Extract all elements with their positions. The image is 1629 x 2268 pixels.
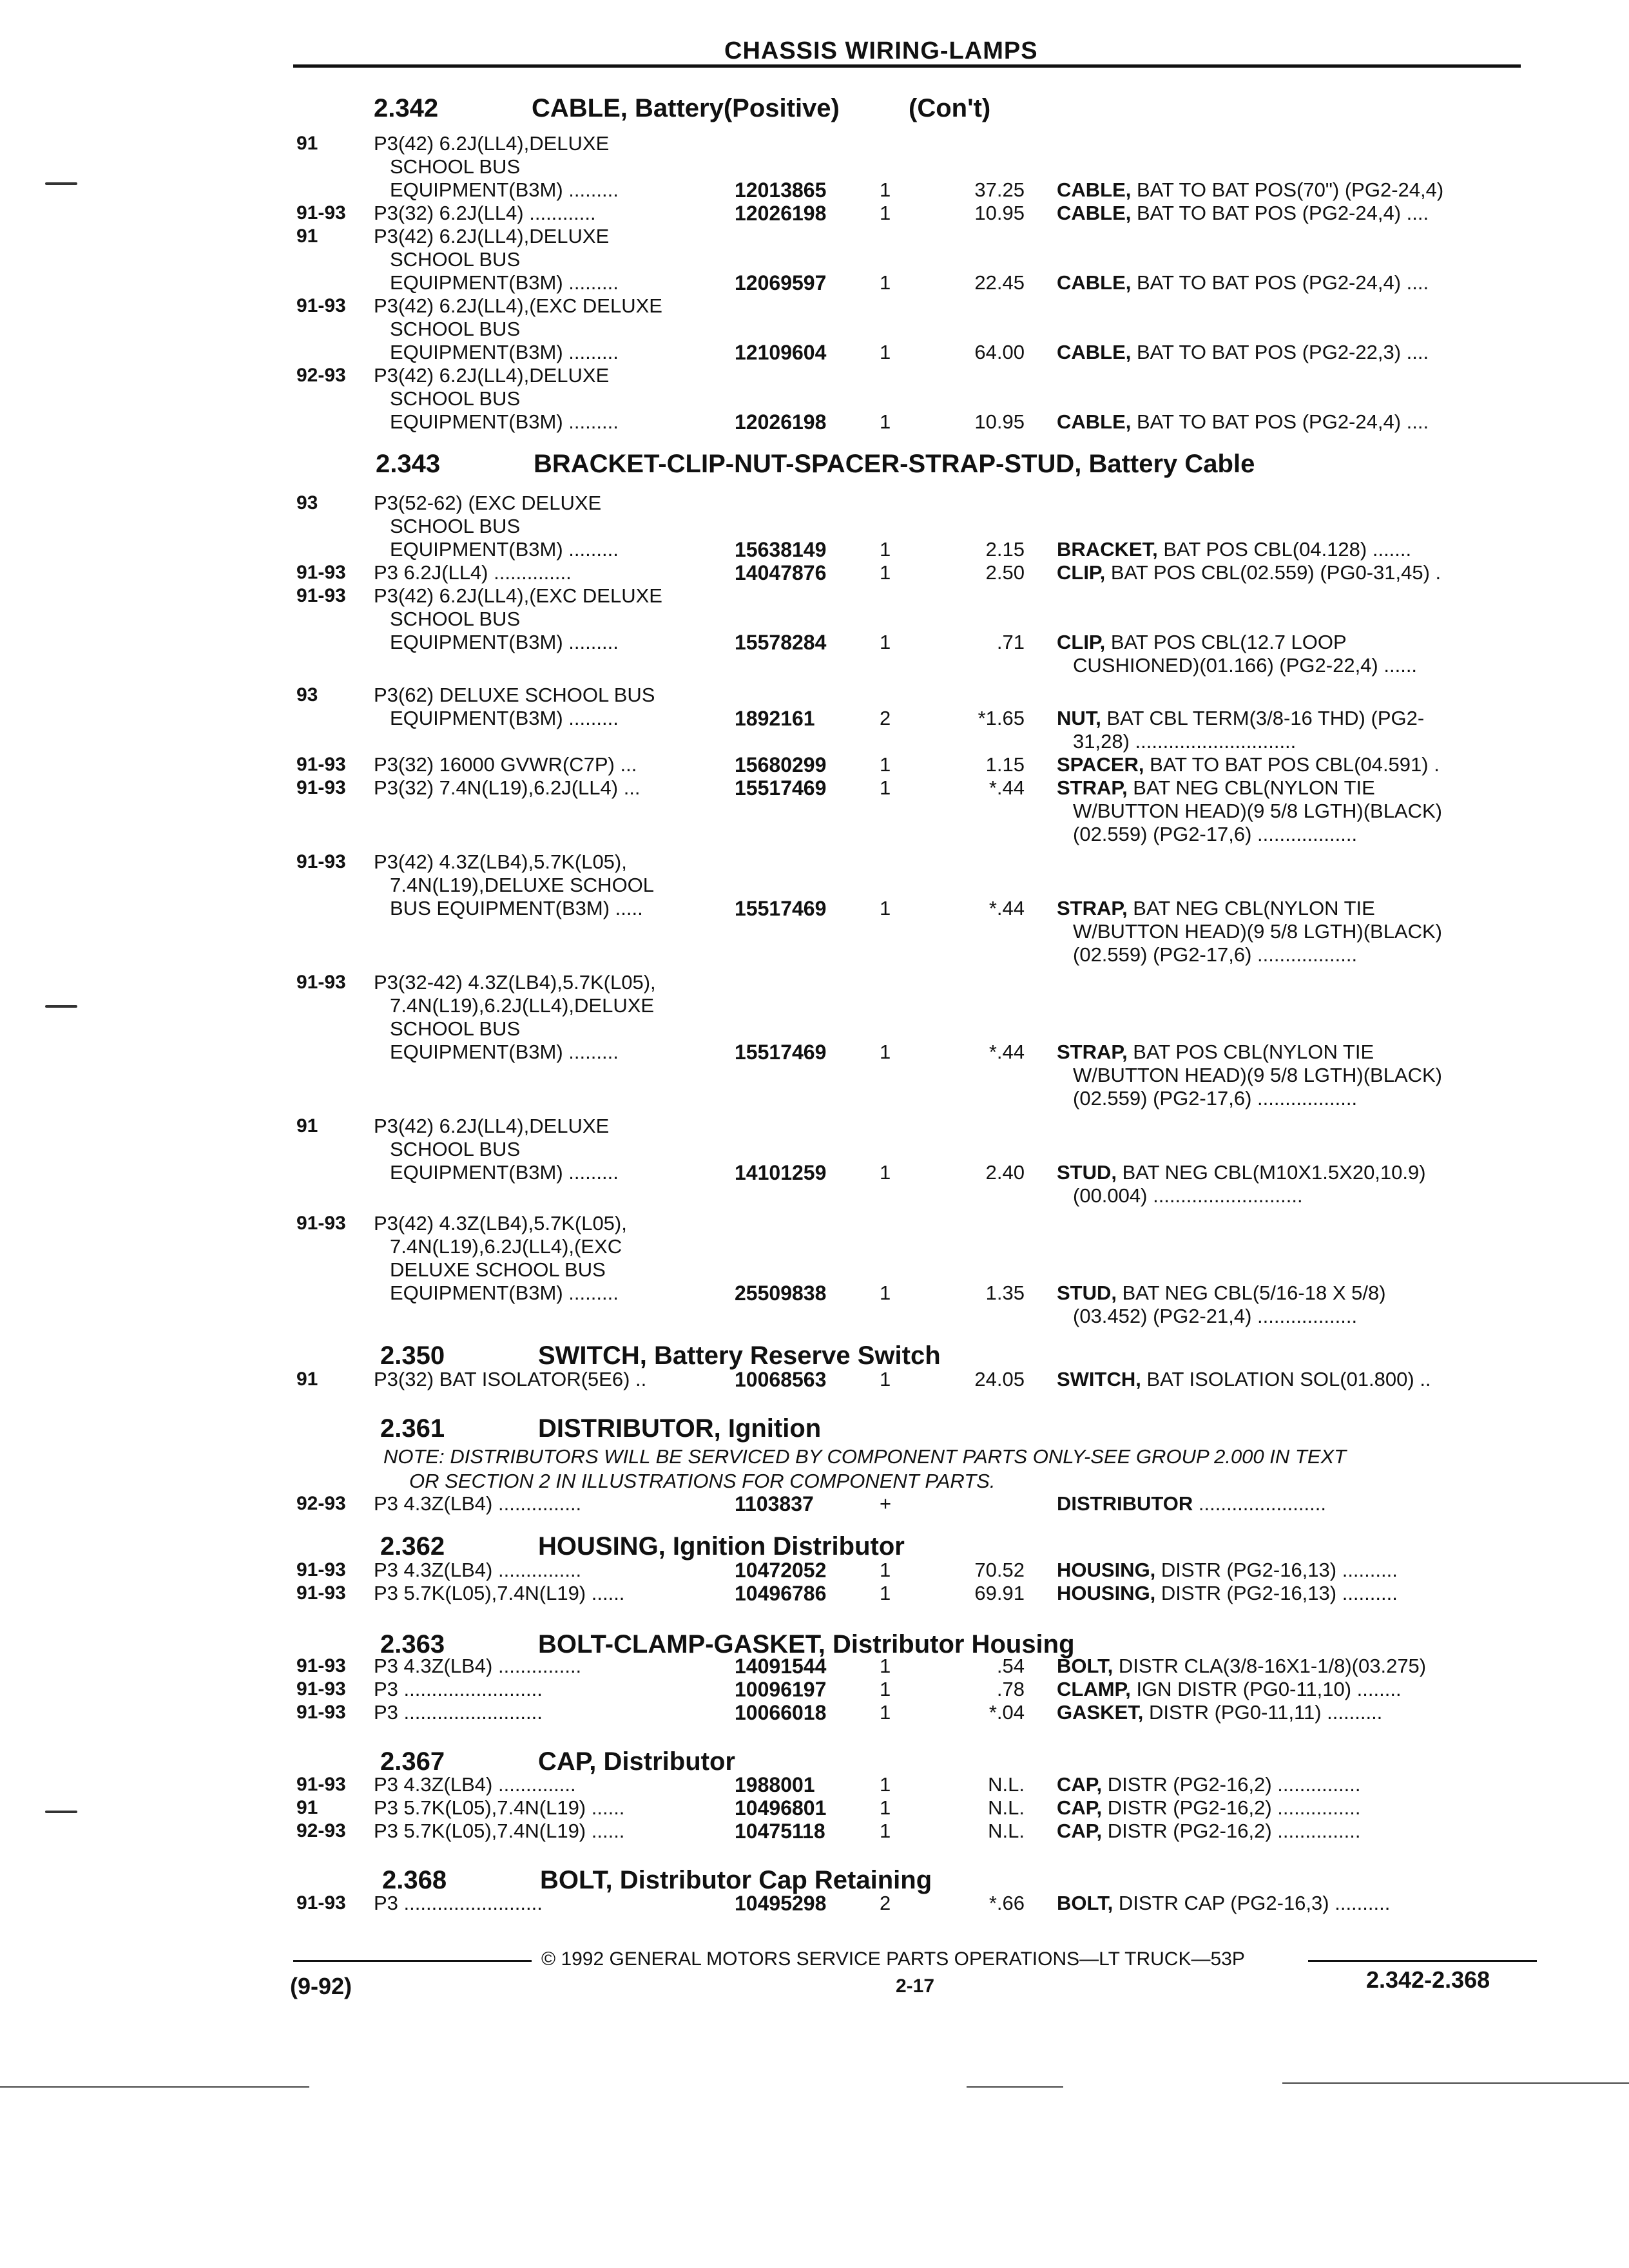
part-name	[1057, 1368, 1431, 1391]
list-price: 2.15	[985, 538, 1025, 561]
part-name-detail: BAT TO BAT POS (PG2-24,4) ....	[1131, 410, 1429, 433]
quantity: 1	[880, 1041, 891, 1063]
usage-description: P3(42) 6.2J(LL4),(EXC DELUXE	[374, 584, 662, 607]
quantity: 1	[880, 271, 891, 294]
list-price: *.44	[988, 1041, 1025, 1063]
usage-description: BUS EQUIPMENT(B3M) .....	[390, 897, 643, 919]
model-years: 91-93	[296, 1702, 346, 1723]
part-name-detail: DISTR (PG0-11,11) ..........	[1143, 1701, 1383, 1724]
quantity: 1	[880, 178, 891, 201]
quantity: 1	[880, 753, 891, 776]
usage-description: SCHOOL BUS	[390, 318, 521, 340]
model-years: 91-93	[296, 1582, 346, 1604]
usage-description: P3 4.3Z(LB4) ...............	[374, 1492, 582, 1515]
section-number: 2.362	[380, 1532, 445, 1561]
part-name-detail: BAT NEG CBL(5/16-18 X 5/8)	[1117, 1282, 1386, 1304]
part-name-noun: BRACKET,	[1057, 538, 1158, 561]
part-name-noun: DISTRIBUTOR	[1057, 1492, 1193, 1515]
footer-page-number: 2-17	[896, 1975, 935, 1997]
usage-description: EQUIPMENT(B3M) .........	[390, 1041, 619, 1063]
usage-description: P3 4.3Z(LB4) ...............	[374, 1559, 582, 1581]
part-name-noun: CABLE,	[1057, 202, 1132, 224]
model-years: 92-93	[296, 1820, 346, 1841]
usage-description: P3 5.7K(L05),7.4N(L19) ......	[374, 1820, 625, 1842]
part-name-noun: CAP,	[1057, 1773, 1103, 1796]
part-number: 12013865	[735, 178, 827, 202]
list-price: 70.52	[974, 1559, 1025, 1581]
quantity: 1	[880, 1655, 891, 1677]
part-name-noun: CABLE,	[1057, 271, 1132, 294]
list-price: 10.95	[974, 202, 1025, 224]
quantity: 1	[880, 1282, 891, 1304]
part-name-noun: SWITCH,	[1057, 1368, 1141, 1390]
usage-description: P3(42) 6.2J(LL4),DELUXE	[374, 1115, 610, 1137]
note-line-2: OR SECTION 2 IN ILLUSTRATIONS FOR COMPONENT PARTS.	[409, 1470, 996, 1492]
section-number: 2.367	[380, 1747, 445, 1776]
margin-mark	[45, 182, 77, 185]
usage-description: P3(42) 6.2J(LL4),DELUXE	[374, 132, 610, 155]
part-name-noun: NUT,	[1057, 707, 1101, 729]
section-title: HOUSING, Ignition Distributor	[538, 1532, 905, 1561]
list-price: 2.40	[985, 1161, 1025, 1184]
part-name-detail: DISTR (PG2-16,2) ...............	[1102, 1820, 1361, 1842]
section-number: 2.363	[380, 1630, 445, 1658]
margin-mark	[45, 1005, 77, 1008]
quantity: 1	[880, 538, 891, 561]
model-years: 91-93	[296, 1559, 346, 1581]
header-rule	[293, 64, 1521, 68]
part-number: 10496786	[735, 1582, 827, 1605]
part-name-detail: BAT POS CBL(NYLON TIE	[1127, 1041, 1374, 1063]
part-name	[1057, 1582, 1398, 1605]
model-years: 91	[296, 1797, 318, 1818]
usage-description: 7.4N(L19),6.2J(LL4),(EXC	[390, 1235, 622, 1258]
list-price: 10.95	[974, 410, 1025, 433]
part-name	[1057, 1820, 1360, 1843]
quantity: 1	[880, 1701, 891, 1724]
usage-description: SCHOOL BUS	[390, 155, 521, 178]
part-number: 1988001	[735, 1773, 815, 1796]
part-number: 10472052	[735, 1559, 827, 1582]
part-name-continued: (02.559) (PG2-17,6) ..................	[1073, 943, 1358, 966]
quantity: 1	[880, 1678, 891, 1700]
part-name	[1057, 538, 1411, 561]
usage-description: 7.4N(L19),6.2J(LL4),DELUXE	[390, 994, 655, 1017]
model-years: 91	[296, 226, 318, 247]
scan-artifact-line	[967, 2086, 1063, 2088]
usage-description: P3 6.2J(LL4) ..............	[374, 561, 572, 584]
usage-description: EQUIPMENT(B3M) .........	[390, 1161, 619, 1184]
part-name	[1057, 1041, 1374, 1064]
list-price: 2.50	[985, 561, 1025, 584]
section-continued: (Con't)	[909, 94, 991, 122]
scan-artifact-line	[1282, 2082, 1629, 2084]
usage-description: SCHOOL BUS	[390, 387, 521, 410]
list-price: .54	[996, 1655, 1025, 1677]
usage-description: P3 .........................	[374, 1701, 543, 1724]
usage-description: P3 .........................	[374, 1892, 543, 1914]
part-number: 10066018	[735, 1701, 827, 1724]
usage-description: SCHOOL BUS	[390, 1017, 521, 1040]
usage-description: P3(32) 16000 GVWR(C7P) ...	[374, 753, 637, 776]
part-name-detail: BAT POS CBL(12.7 LOOP	[1105, 631, 1347, 653]
part-name-continued: CUSHIONED)(01.166) (PG2-22,4) ......	[1073, 654, 1418, 677]
part-number: 14091544	[735, 1655, 827, 1678]
usage-description: EQUIPMENT(B3M) .........	[390, 341, 619, 363]
quantity: 2	[880, 707, 891, 729]
part-name-detail: BAT TO BAT POS(70") (PG2-24,4)	[1131, 178, 1444, 201]
part-number: 12026198	[735, 410, 827, 434]
model-years: 91-93	[296, 777, 346, 798]
section-title: SWITCH, Battery Reserve Switch	[538, 1341, 941, 1370]
usage-description: P3(32-42) 4.3Z(LB4),5.7K(L05),	[374, 971, 656, 994]
list-price: 1.35	[985, 1282, 1025, 1304]
usage-description: P3(52-62) (EXC DELUXE	[374, 492, 602, 514]
usage-description: P3(42) 6.2J(LL4),DELUXE	[374, 225, 610, 247]
part-name-noun: HOUSING,	[1057, 1559, 1156, 1581]
part-name	[1057, 1655, 1426, 1678]
part-name-detail: .......................	[1193, 1492, 1326, 1515]
list-price: .78	[996, 1678, 1025, 1700]
model-years: 91-93	[296, 1774, 346, 1795]
part-name	[1057, 1282, 1386, 1305]
part-name	[1057, 1492, 1326, 1515]
quantity: 1	[880, 1368, 891, 1390]
part-name-noun: CAP,	[1057, 1796, 1103, 1819]
part-name-detail: BAT ISOLATION SOL(01.800) ..	[1141, 1368, 1431, 1390]
part-name	[1057, 1701, 1382, 1724]
part-name-continued: 31,28) .............................	[1073, 730, 1296, 753]
part-name-noun: CLAMP,	[1057, 1678, 1131, 1700]
part-name-detail: BAT CBL TERM(3/8-16 THD) (PG2-	[1101, 707, 1425, 729]
part-name-detail: DISTR (PG2-16,2) ...............	[1102, 1773, 1361, 1796]
part-name-noun: CABLE,	[1057, 410, 1132, 433]
model-years: 91-93	[296, 851, 346, 872]
section-title: BRACKET-CLIP-NUT-SPACER-STRAP-STUD, Battery Cable	[534, 450, 1255, 478]
part-number: 14047876	[735, 561, 827, 584]
part-name	[1057, 341, 1429, 364]
usage-description: DELUXE SCHOOL BUS	[390, 1258, 606, 1281]
part-name	[1057, 631, 1347, 654]
usage-description: P3 4.3Z(LB4) ...............	[374, 1655, 582, 1677]
usage-description: P3(42) 6.2J(LL4),DELUXE	[374, 364, 610, 387]
part-name	[1057, 202, 1429, 225]
part-name	[1057, 897, 1375, 920]
footer-date-code: (9-92)	[290, 1973, 352, 1999]
list-price: N.L.	[988, 1773, 1025, 1796]
usage-description: SCHOOL BUS	[390, 248, 521, 271]
section-number: 2.361	[380, 1414, 445, 1443]
part-number: 15517469	[735, 776, 827, 800]
part-name	[1057, 1678, 1402, 1701]
part-name	[1057, 1559, 1398, 1582]
quantity: 1	[880, 1820, 891, 1842]
quantity: 1	[880, 1582, 891, 1604]
part-name-noun: BOLT,	[1057, 1655, 1113, 1677]
part-name-continued: (03.452) (PG2-21,4) ..................	[1073, 1305, 1358, 1327]
part-name-detail: BAT TO BAT POS (PG2-22,3) ....	[1131, 341, 1429, 363]
usage-description: EQUIPMENT(B3M) .........	[390, 271, 619, 294]
footer-section-range: 2.342-2.368	[1366, 1966, 1490, 1993]
usage-description: P3(42) 4.3Z(LB4),5.7K(L05),	[374, 1212, 627, 1235]
usage-description: P3 4.3Z(LB4) ..............	[374, 1773, 576, 1796]
part-number: 12109604	[735, 341, 827, 364]
part-number: 15578284	[735, 631, 827, 654]
list-price: 64.00	[974, 341, 1025, 363]
model-years: 91-93	[296, 1678, 346, 1700]
part-name-detail: DISTR CLA(3/8-16X1-1/8)(03.275)	[1113, 1655, 1427, 1677]
list-price: *.04	[988, 1701, 1025, 1724]
model-years: 91	[296, 1369, 318, 1390]
usage-description: P3 5.7K(L05),7.4N(L19) ......	[374, 1796, 625, 1819]
quantity: 1	[880, 1796, 891, 1819]
part-name-detail: BAT POS CBL(04.128) .......	[1157, 538, 1412, 561]
part-name-noun: STUD,	[1057, 1161, 1117, 1184]
model-years: 91-93	[296, 295, 346, 316]
quantity: 1	[880, 341, 891, 363]
usage-description: 7.4N(L19),DELUXE SCHOOL	[390, 874, 655, 896]
usage-description: SCHOOL BUS	[390, 515, 521, 537]
part-name	[1057, 1161, 1426, 1184]
part-name-noun: GASKET,	[1057, 1701, 1144, 1724]
section-title: DISTRIBUTOR, Ignition	[538, 1414, 822, 1443]
quantity: 1	[880, 1559, 891, 1581]
part-name-detail: DISTR (PG2-16,2) ...............	[1102, 1796, 1361, 1819]
part-name-noun: CLIP,	[1057, 631, 1106, 653]
part-name-noun: CABLE,	[1057, 178, 1132, 201]
model-years: 92-93	[296, 1493, 346, 1514]
part-number: 15638149	[735, 538, 827, 561]
part-name-detail: BAT NEG CBL(M10X1.5X20,10.9)	[1117, 1161, 1426, 1184]
part-name-noun: BOLT,	[1057, 1892, 1113, 1914]
section-title: BOLT-CLAMP-GASKET, Distributor Housing	[538, 1630, 1075, 1658]
list-price: *.44	[988, 776, 1025, 799]
usage-description: P3(32) BAT ISOLATOR(5E6) ..	[374, 1368, 647, 1390]
part-name	[1057, 271, 1429, 294]
quantity: 2	[880, 1892, 891, 1914]
part-name-noun: STRAP,	[1057, 1041, 1128, 1063]
part-number: 10068563	[735, 1368, 827, 1391]
quantity: 1	[880, 776, 891, 799]
note-line-1: NOTE: DISTRIBUTORS WILL BE SERVICED BY COMPONENT PARTS ONLY-SEE GROUP 2.000 IN TEXT	[383, 1445, 1347, 1468]
part-name-noun: SPACER,	[1057, 753, 1144, 776]
part-number: 10495298	[735, 1892, 827, 1915]
list-price: N.L.	[988, 1820, 1025, 1842]
part-number: 14101259	[735, 1161, 827, 1184]
section-number: 2.343	[376, 450, 441, 478]
model-years: 91-93	[296, 202, 346, 224]
part-number: 12069597	[735, 271, 827, 294]
model-years: 93	[296, 684, 318, 706]
model-years: 91-93	[296, 1213, 346, 1234]
part-name-detail: BAT POS CBL(02.559) (PG0-31,45) .	[1105, 561, 1441, 584]
list-price: N.L.	[988, 1796, 1025, 1819]
part-name-noun: HOUSING,	[1057, 1582, 1156, 1604]
part-name-detail: DISTR (PG2-16,13) ..........	[1155, 1582, 1398, 1604]
part-name-continued: (02.559) (PG2-17,6) ..................	[1073, 1087, 1358, 1110]
section-number: 2.368	[382, 1866, 447, 1894]
list-price: 24.05	[974, 1368, 1025, 1390]
section-number: 2.342	[374, 94, 439, 122]
part-name-noun: STUD,	[1057, 1282, 1117, 1304]
part-name	[1057, 1773, 1360, 1796]
quantity: 1	[880, 897, 891, 919]
model-years: 91-93	[296, 585, 346, 606]
quantity: 1	[880, 1161, 891, 1184]
list-price: 22.45	[974, 271, 1025, 294]
part-name-detail: BAT TO BAT POS CBL(04.591) .	[1144, 753, 1440, 776]
list-price: *.66	[988, 1892, 1025, 1914]
usage-description: SCHOOL BUS	[390, 608, 521, 630]
model-years: 93	[296, 492, 318, 514]
part-name-detail: BAT NEG CBL(NYLON TIE	[1127, 776, 1375, 799]
part-name	[1057, 178, 1443, 202]
list-price: 37.25	[974, 178, 1025, 201]
page-header-title: CHASSIS WIRING-LAMPS	[724, 37, 1038, 64]
part-name-detail: BAT NEG CBL(NYLON TIE	[1127, 897, 1375, 919]
usage-description: P3(32) 6.2J(LL4) ............	[374, 202, 596, 224]
model-years: 91-93	[296, 1655, 346, 1677]
model-years: 91-93	[296, 562, 346, 583]
section-title: BOLT, Distributor Cap Retaining	[540, 1866, 932, 1894]
part-number: 25509838	[735, 1282, 827, 1305]
model-years: 91-93	[296, 754, 346, 775]
quantity: 1	[880, 631, 891, 653]
footer-rule-left	[293, 1960, 532, 1962]
part-name-continued: (00.004) ...........................	[1073, 1184, 1303, 1207]
quantity: 1	[880, 410, 891, 433]
part-name-noun: CLIP,	[1057, 561, 1106, 584]
part-name	[1057, 753, 1440, 776]
part-name-detail: BAT TO BAT POS (PG2-24,4) ....	[1131, 271, 1429, 294]
usage-description: P3(62) DELUXE SCHOOL BUS	[374, 684, 655, 706]
part-name	[1057, 561, 1441, 584]
part-number: 12026198	[735, 202, 827, 225]
quantity: 1	[880, 202, 891, 224]
part-name-noun: STRAP,	[1057, 897, 1128, 919]
footer-rule-right	[1308, 1960, 1537, 1962]
usage-description: P3 5.7K(L05),7.4N(L19) ......	[374, 1582, 625, 1604]
part-name-detail: DISTR CAP (PG2-16,3) ..........	[1113, 1892, 1391, 1914]
part-name	[1057, 1892, 1390, 1915]
margin-mark	[45, 1811, 77, 1813]
part-number: 1892161	[735, 707, 815, 730]
part-name-noun: STRAP,	[1057, 776, 1128, 799]
quantity: +	[880, 1492, 892, 1515]
part-name	[1057, 410, 1429, 434]
part-number: 10096197	[735, 1678, 827, 1701]
quantity: 1	[880, 561, 891, 584]
section-title: CAP, Distributor	[538, 1747, 735, 1776]
model-years: 91	[296, 1115, 318, 1137]
model-years: 91-93	[296, 1892, 346, 1914]
list-price: .71	[996, 631, 1025, 653]
part-number: 15517469	[735, 897, 827, 920]
list-price: *.44	[988, 897, 1025, 919]
part-name-continued: (02.559) (PG2-17,6) ..................	[1073, 823, 1358, 845]
part-number: 15517469	[735, 1041, 827, 1064]
section-number: 2.350	[380, 1341, 445, 1370]
part-name	[1057, 776, 1375, 800]
usage-description: EQUIPMENT(B3M) .........	[390, 178, 619, 201]
part-name-continued: W/BUTTON HEAD)(9 5/8 LGTH)(BLACK)	[1073, 800, 1443, 822]
part-name	[1057, 1796, 1360, 1820]
usage-description: P3(42) 6.2J(LL4),(EXC DELUXE	[374, 294, 662, 317]
list-price: 69.91	[974, 1582, 1025, 1604]
part-name-continued: W/BUTTON HEAD)(9 5/8 LGTH)(BLACK)	[1073, 920, 1443, 943]
usage-description: P3(32) 7.4N(L19),6.2J(LL4) ...	[374, 776, 641, 799]
part-name-detail: DISTR (PG2-16,13) ..........	[1155, 1559, 1398, 1581]
section-title: CABLE, Battery(Positive)	[532, 94, 840, 122]
usage-description: P3 .........................	[374, 1678, 543, 1700]
part-name-continued: W/BUTTON HEAD)(9 5/8 LGTH)(BLACK)	[1073, 1064, 1443, 1086]
usage-description: SCHOOL BUS	[390, 1138, 521, 1160]
part-number: 10496801	[735, 1796, 827, 1820]
model-years: 92-93	[296, 365, 346, 386]
usage-description: P3(42) 4.3Z(LB4),5.7K(L05),	[374, 850, 627, 873]
part-name-detail: BAT TO BAT POS (PG2-24,4) ....	[1131, 202, 1429, 224]
quantity: 1	[880, 1773, 891, 1796]
usage-description: EQUIPMENT(B3M) .........	[390, 1282, 619, 1304]
model-years: 91	[296, 133, 318, 154]
part-number: 1103837	[735, 1492, 814, 1515]
part-number: 15680299	[735, 753, 827, 776]
part-number: 10475118	[735, 1820, 825, 1843]
usage-description: EQUIPMENT(B3M) .........	[390, 538, 619, 561]
usage-description: EQUIPMENT(B3M) .........	[390, 410, 619, 433]
footer-copyright: © 1992 GENERAL MOTORS SERVICE PARTS OPERATIONS—LT TRUCK—53P	[541, 1948, 1245, 1970]
usage-description: EQUIPMENT(B3M) .........	[390, 631, 619, 653]
part-name-noun: CABLE,	[1057, 341, 1132, 363]
part-name-noun: CAP,	[1057, 1820, 1103, 1842]
usage-description: EQUIPMENT(B3M) .........	[390, 707, 619, 729]
scan-artifact-line	[0, 2086, 309, 2088]
list-price: 1.15	[985, 753, 1025, 776]
list-price: *1.65	[978, 707, 1025, 729]
part-name	[1057, 707, 1424, 730]
model-years: 91-93	[296, 972, 346, 993]
part-name-detail: IGN DISTR (PG0-11,10) ........	[1130, 1678, 1402, 1700]
